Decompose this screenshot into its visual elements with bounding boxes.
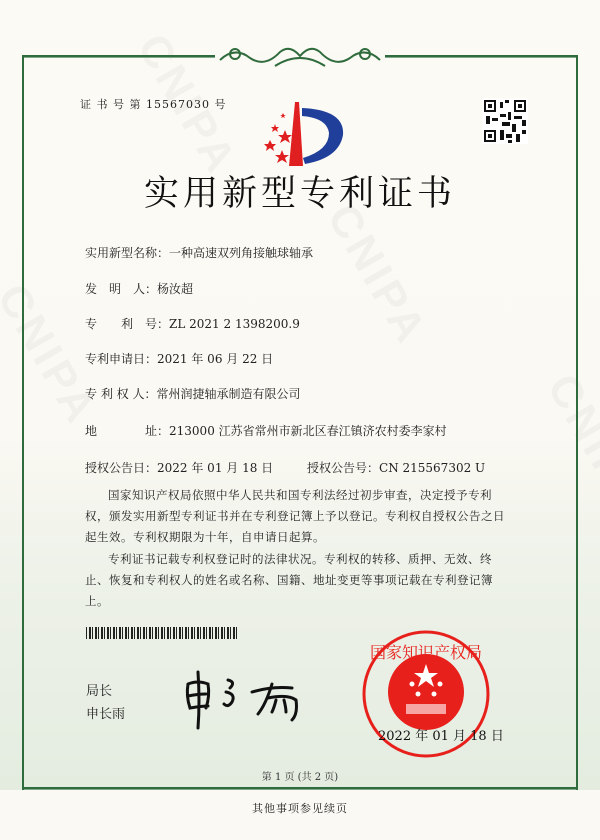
field-label: 实用新型名称： (85, 246, 170, 260)
field-value: ZL 2021 2 1398200.9 (169, 317, 300, 331)
cnipa-logo-icon (255, 100, 350, 170)
field-value: 杨汝超 (157, 282, 194, 296)
signature-image (180, 670, 320, 730)
field-value: 常州润捷轴承制造有限公司 (156, 387, 301, 401)
field-value: 213000 江苏省常州市新北区春江镇济农村委李家村 (169, 424, 447, 438)
field-patentee (85, 385, 300, 402)
field-inventor (85, 280, 193, 297)
signatory-title: 局长 (86, 684, 113, 699)
seal-text: 国家知识产权局 (369, 643, 483, 662)
paragraph-legal-status: 专利证书记载专利权登记时的法律状况。专利权的转移、质押、无效、终止、恢复和专利权人的姓名或名称、国籍、地址变更等事项记载在专利登记簿上。 (85, 552, 493, 608)
paragraph-grant: 国家知识产权局依照中华人民共和国专利法经过初步审查，决定授予专利权，颁发实用新型专利证书并在专利登记簿上予以登记。专利权自授权公告之日起生效。专利权期限为十年，自申请日起算。 (85, 488, 505, 544)
barcode (86, 627, 239, 639)
field-label: 专 利 权 人： (85, 387, 157, 401)
field-value: CN 215567302 U (379, 461, 486, 475)
field-value: 一种高速双列角接触球轴承 (169, 246, 314, 260)
field-address (85, 422, 447, 439)
field-label: 授权公告号： (307, 461, 380, 475)
field-value: 2022 年 01 月 18 日 (157, 461, 274, 475)
field-announcement-date (85, 459, 273, 476)
seal-date: 2022 年 01 月 18 日 (378, 729, 504, 744)
field-label: 发 明 人： (85, 282, 158, 296)
field-announcement-number (307, 459, 485, 476)
certificate-title: 实用新型专利证书 (143, 174, 456, 214)
certificate-number: 证 书 号 第 15567030 号 (80, 98, 227, 111)
footer-note: 其他事项参见续页 (252, 802, 348, 815)
qr-code-icon (482, 98, 528, 144)
field-patent-number (85, 315, 300, 332)
signatory-name: 申长雨 (86, 707, 126, 722)
field-label: 专利申请日： (85, 352, 158, 366)
field-value: 2021 年 06 月 22 日 (157, 352, 274, 366)
field-label: 地 址： (85, 424, 170, 438)
field-label: 授权公告日： (85, 461, 158, 475)
field-utility-model-name (85, 244, 313, 261)
field-label: 专 利 号： (85, 317, 170, 331)
ornament-icon (215, 40, 385, 72)
bottom-border (22, 787, 578, 790)
page-indicator: 第 1 页 (共 2 页) (261, 772, 339, 783)
field-application-date (85, 350, 273, 367)
